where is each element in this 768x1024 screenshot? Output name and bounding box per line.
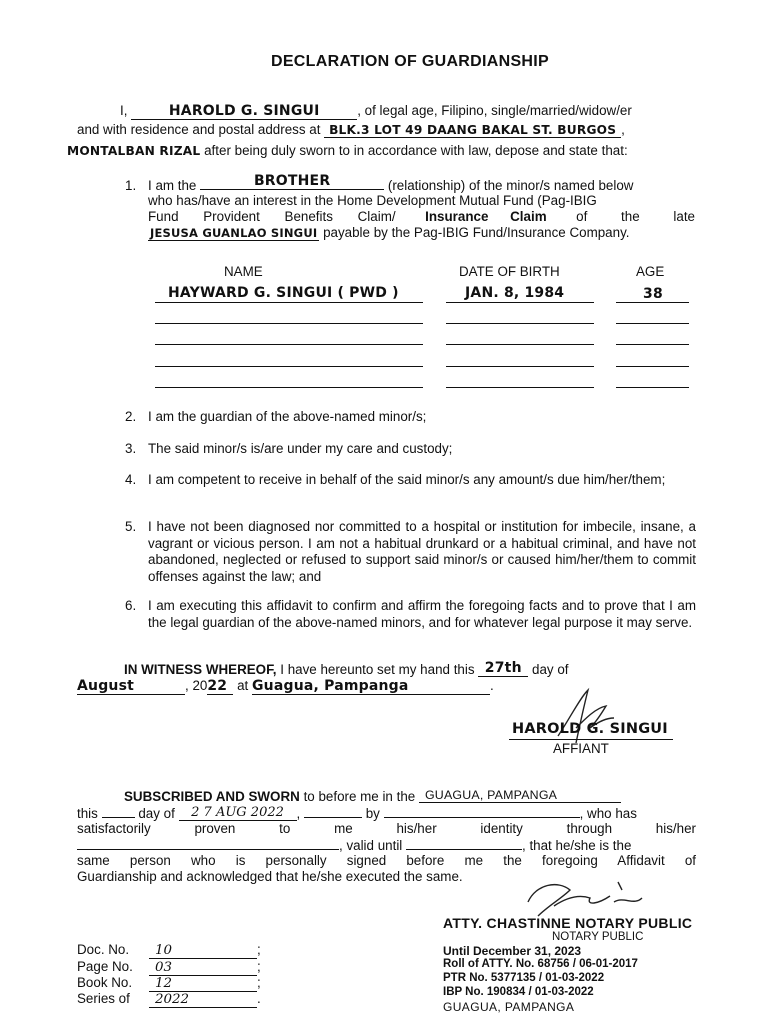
relationship-field: BROTHER [200, 173, 384, 190]
intro-text-1: , of legal age, Filipino, single/married/widow/er [357, 103, 632, 118]
table-cell-name: HAYWARD G. SINGUI ( PWD ) [168, 285, 399, 301]
table-line [155, 323, 423, 324]
witness-text-1: I have hereunto set my hand this [280, 662, 475, 677]
notary-subtitle: NOTARY PUBLIC [552, 931, 644, 943]
doc-info-label: Series of [77, 991, 130, 1006]
table-line [616, 344, 689, 345]
affiant-name: HAROLD G. SINGUI [512, 721, 668, 737]
doc-info-label: Book No. [77, 975, 133, 990]
table-header-age: AGE [636, 264, 665, 279]
item-1-text-3a: Fund Provident Benefits Claim/ [148, 209, 396, 224]
item-5-text: I have not been diagnosed nor committed to a hospital or institution for imbecile, insane, a vagrant or vicious person. I am not a habitual drunkard or a habitual criminal, and have not abandoned, neglected or refused to support said minor/s or caused him/her/them to commit offenses against the law; and [148, 519, 696, 584]
table-line [155, 344, 423, 345]
witness-day-field: 27th [478, 660, 528, 677]
witness-line-2 [77, 678, 494, 695]
affiant-label: AFFIANT [553, 741, 609, 756]
intro-line-3 [67, 143, 628, 158]
table-line [446, 323, 594, 324]
intro-text-2a: and with residence and postal address at [77, 122, 321, 137]
intro-text-2b: , [621, 122, 625, 137]
item-1-text-3c: of the late [576, 209, 695, 224]
table-line [155, 366, 423, 367]
sworn-by-blank [384, 805, 580, 818]
witness-month-field: August [77, 678, 185, 695]
page-title: DECLARATION OF GUARDIANSHIP [270, 53, 550, 70]
doc-info-row [77, 942, 261, 959]
affiant-name-field: HAROLD G. SINGUI [131, 103, 357, 120]
item-3-number: 3. [125, 441, 137, 456]
witness-at: at [237, 678, 249, 693]
table-line [446, 344, 594, 345]
doc-info-value: 03 [149, 960, 257, 976]
deceased-name-field: JESUSA GUANLAO SINGUI [150, 226, 318, 240]
doc-info-row [77, 991, 261, 1008]
sworn-line-1 [124, 789, 621, 805]
sworn-text-that: , that he/she is the [522, 838, 632, 853]
doc-info-value: 10 [149, 943, 257, 959]
item-2-text: I am the guardian of the above-named minor/s; [148, 409, 427, 424]
item-6-text: I am executing this affidavit to confirm and affirm the foregoing facts and to prove that I am the legal guardian of the above-named minors, and for whatever legal purpose it may serve. [148, 598, 696, 630]
sworn-text-comma: , [296, 806, 304, 821]
doc-info-end: . [257, 991, 261, 1006]
item-1-line-3 [148, 209, 695, 224]
doc-info-value: 2022 [149, 992, 257, 1008]
affiant-line [509, 739, 673, 740]
witness-text-2: day of [532, 662, 569, 677]
notary-ptr: PTR No. 5377135 / 01-03-2022 [443, 972, 605, 984]
notary-roll: Roll of ATTY. No. 68756 / 06-01-2017 [443, 958, 638, 970]
sworn-date-stamp: 2 7 AUG 2022 [179, 805, 297, 821]
intro-line-1 [120, 103, 632, 120]
sworn-line-4 [77, 837, 631, 853]
table-line [446, 366, 594, 367]
sworn-line-6: Guardianship and acknowledged that he/she executed the same. [77, 869, 463, 884]
table-line [155, 387, 423, 388]
sworn-day-blank [102, 805, 135, 818]
doc-info-label: Doc. No. [77, 942, 130, 957]
witness-place-field: Guagua, Pampanga [252, 678, 490, 695]
doc-info-value: 12 [149, 976, 257, 992]
intro-line-2 [77, 122, 625, 138]
notary-city: GUAGUA, PAMPANGA [443, 1000, 575, 1014]
doc-info-label: Page No. [77, 959, 133, 974]
item-1-text-1: (relationship) of the minor/s named below [387, 178, 634, 193]
doc-info-end: ; [257, 942, 261, 957]
table-header-dob: DATE OF BIRTH [459, 264, 560, 279]
sworn-year-blank [304, 805, 362, 818]
address-field: BLK.3 LOT 49 DAANG BAKAL ST. BURGOS [324, 123, 621, 138]
sworn-place-stamp: GUAGUA, PAMPANGA [424, 788, 558, 802]
witness-year-prefix: , 20 [185, 678, 208, 693]
doc-info-row [77, 975, 261, 992]
doc-info-end: ; [257, 975, 261, 990]
table-cell-dob: JAN. 8, 1984 [465, 285, 565, 301]
intro-prefix: I, [120, 103, 128, 118]
notary-until: Until December 31, 2023 [443, 944, 582, 958]
address-city: MONTALBAN RIZAL [67, 144, 201, 158]
table-header-name: NAME [224, 264, 263, 279]
table-line [155, 302, 423, 303]
item-1-number: 1. [125, 178, 137, 193]
item-1-text-4: payable by the Pag-IBIG Fund/Insurance Company. [323, 225, 630, 240]
witness-end: . [489, 678, 494, 693]
item-1-prefix: I am the [148, 178, 197, 193]
sworn-text-dayof: day of [138, 806, 175, 821]
sworn-text-whohas: , who has [579, 806, 637, 821]
sworn-valid-blank [406, 837, 522, 850]
notary-name-line: ATTY. CHASTINNE NOTARY PUBLIC [443, 915, 693, 931]
sworn-line-3: satisfactorily proven to me his/her identity through his/her [77, 821, 696, 836]
item-2-number: 2. [125, 409, 137, 424]
table-line [616, 387, 689, 388]
table-line [446, 387, 594, 388]
item-6-number: 6. [125, 598, 137, 613]
item-1-text-3b: Insurance Claim [425, 209, 547, 224]
sworn-text-by: by [365, 806, 380, 821]
witness-bold: IN WITNESS WHEREOF, [124, 662, 277, 677]
table-line [616, 323, 689, 324]
item-3-text: The said minor/s is/are under my care and custody; [148, 441, 453, 456]
item-1-line-4 [148, 225, 630, 241]
sworn-place-field [419, 787, 621, 803]
sworn-id-blank [77, 837, 339, 850]
sworn-text-this: this [77, 806, 98, 821]
sworn-bold: SUBSCRIBED AND SWORN [124, 789, 300, 804]
table-cell-age: 38 [643, 286, 663, 302]
sworn-text-valid: , valid until [339, 838, 403, 853]
table-line [446, 302, 594, 303]
item-1-line-2: who has/have an interest in the Home Development Mutual Fund (Pag-IBIG [148, 193, 597, 208]
witness-line-1 [124, 662, 569, 679]
sworn-line-5: same person who is personally signed before me the foregoing Affidavit of [77, 853, 696, 868]
item-4-number: 4. [125, 472, 137, 487]
notary-ibp: IBP No. 190834 / 01-03-2022 [443, 986, 594, 998]
witness-year-field: 22 [207, 678, 233, 695]
intro-text-3: after being duly sworn to in accordance with law, depose and state that: [204, 143, 628, 158]
item-4-text: I am competent to receive in behalf of the said minor/s any amount/s due him/her/them; [148, 472, 666, 487]
table-line [616, 366, 689, 367]
item-5-number: 5. [125, 519, 137, 534]
doc-info-end: ; [257, 959, 261, 974]
sworn-text-1: to before me in the [303, 789, 416, 804]
doc-info-row [77, 959, 261, 976]
table-line [616, 302, 689, 303]
